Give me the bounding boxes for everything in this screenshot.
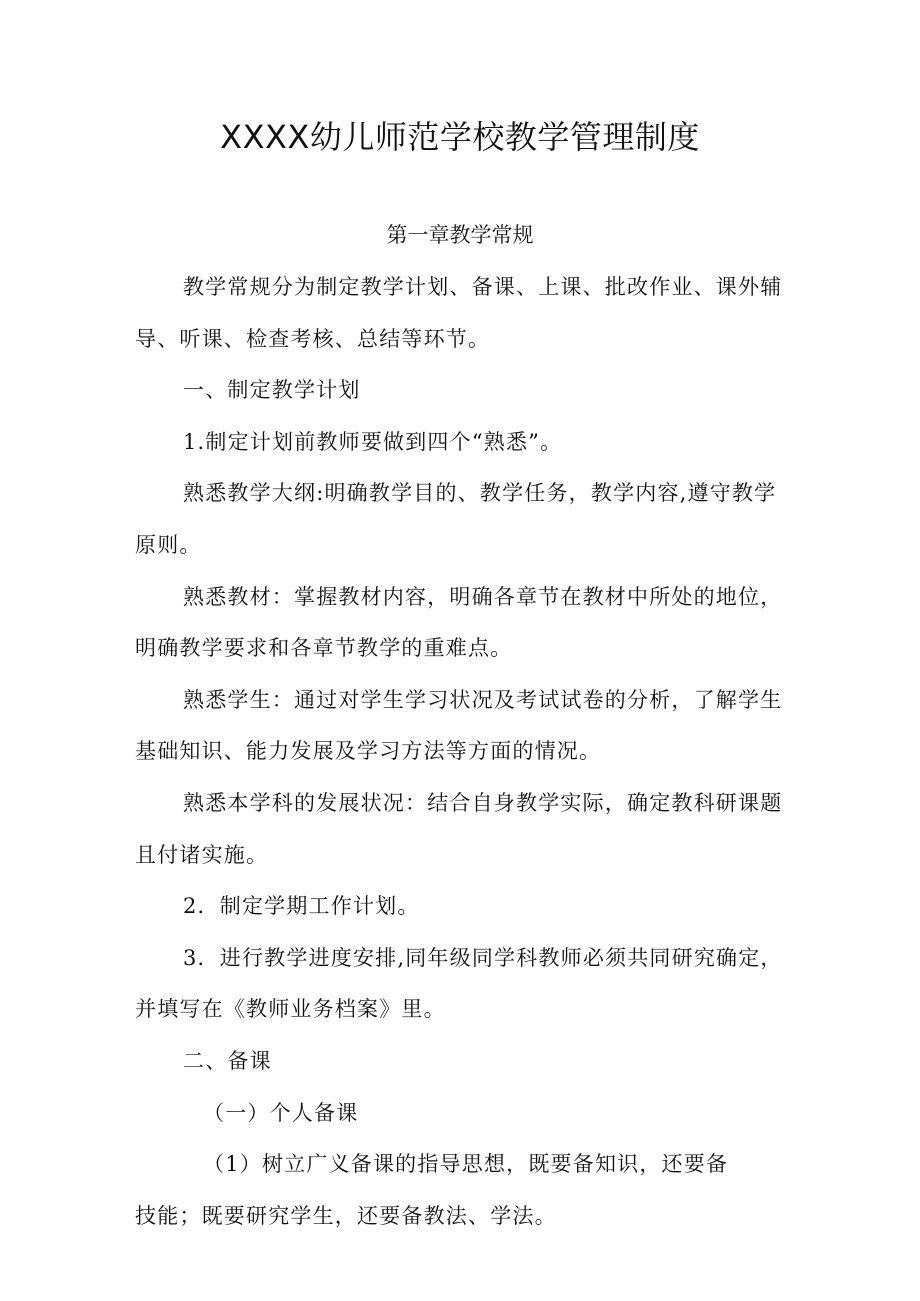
section-heading: 一、制定教学计划 xyxy=(183,378,361,403)
chapter-heading: 第一章教学常规 xyxy=(386,223,534,247)
paragraph: （1）树立广义备课的指导思想，既要备知识，还要备 xyxy=(203,1152,729,1177)
paragraph-continuation: 技能；既要研究学生，还要备教法、学法。 xyxy=(135,1203,557,1228)
paragraph: 熟悉学生：通过对学生学习状况及考试试卷的分析，了解学生基础知识、能力发展及学习方法等方面的情况。 xyxy=(135,687,783,764)
paragraph: 熟悉本学科的发展状况：结合自身教学实际，确定教科研课题且付诸实施。 xyxy=(135,790,783,867)
document-title: XXXX幼儿师范学校教学管理制度 xyxy=(220,118,700,156)
paragraph: 1.制定计划前教师要做到四个“熟悉”。 xyxy=(183,429,563,454)
subsection-heading: （一）个人备课 xyxy=(203,1100,359,1125)
section-heading: 二、备课 xyxy=(183,1048,272,1073)
paragraph: 熟悉教学大纲:明确教学目的、教学任务，教学内容,遵守教学原则。 xyxy=(135,481,777,557)
paragraph: 2．制定学期工作计划。 xyxy=(183,894,420,919)
document-body xyxy=(135,262,795,1242)
paragraph: 教学常规分为制定教学计划、备课、上课、批改作业、课外辅导、听课、检查考核、总结等环节。 xyxy=(135,275,783,351)
paragraph: 3．进行教学进度安排,同年级同学科教师必须共同研究确定，并填写在《教师业务档案》里。 xyxy=(135,945,783,1022)
paragraph: 熟悉教材：掌握教材内容，明确各章节在教材中所处的地位，明确教学要求和各章节教学的重难点。 xyxy=(135,584,783,661)
